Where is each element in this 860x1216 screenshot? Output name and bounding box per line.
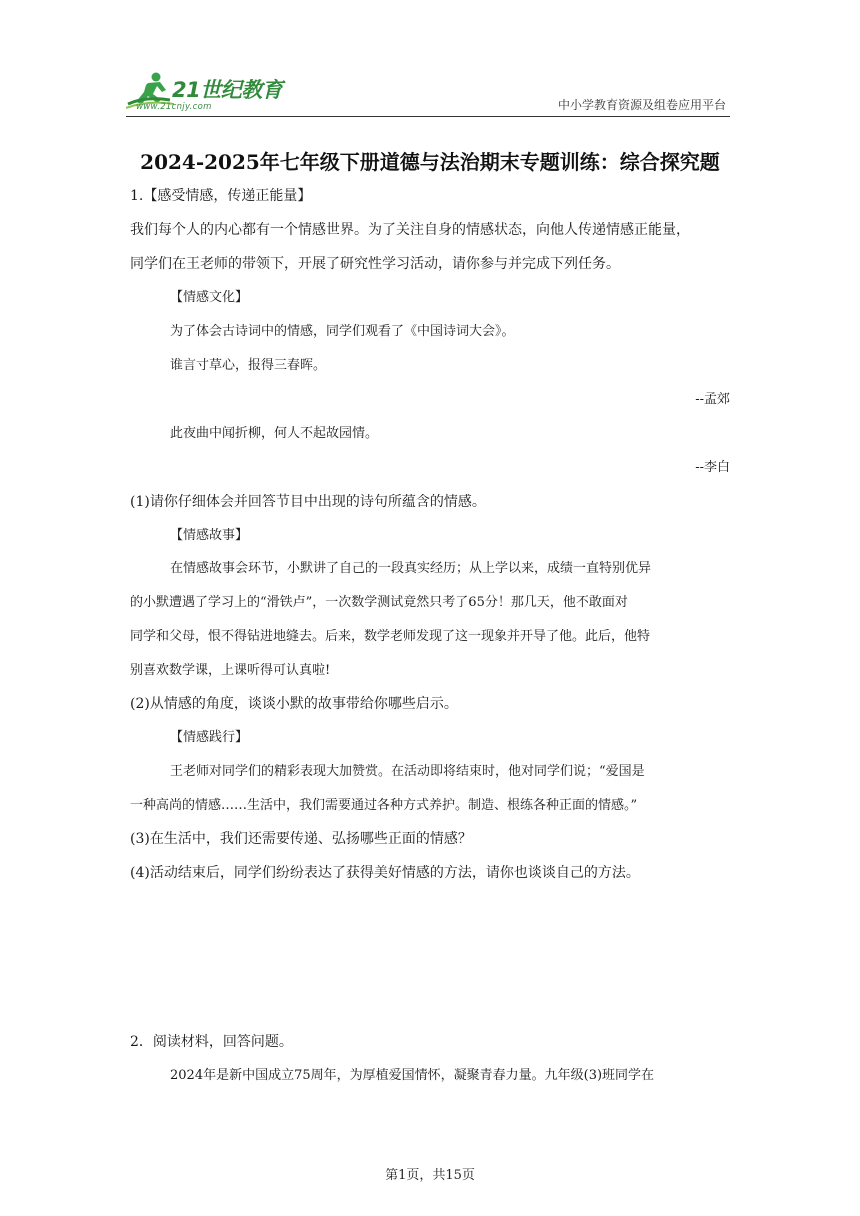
story-line-1: 在情感故事会环节，小默讲了自己的一段真实经历；从上学以来，成绩一直特别优异 bbox=[170, 561, 652, 576]
poem-author-1: --孟郊 bbox=[695, 392, 730, 407]
sub-question-1: (1)请你仔细体会并回答节目中出现的诗句所蕴含的情感。 bbox=[130, 494, 486, 510]
document-title: 2024-2025年七年级下册道德与法治期末专题训练：综合探究题 bbox=[140, 150, 720, 174]
sub-question-4: (4)活动结束后，同学们纷纷表达了获得美好情感的方法，请你也谈谈自己的方法。 bbox=[130, 865, 640, 881]
q2-text-line-1: 2024年是新中国成立75周年，为厚植爱国情怀，凝聚青春力量。九年级(3)班同学在 bbox=[170, 1068, 655, 1083]
poem-line-1: 谁言寸草心，报得三春晖。 bbox=[170, 358, 327, 373]
page-header bbox=[126, 64, 730, 116]
section-culture-text: 为了体会古诗词中的情感，同学们观看了《中国诗词大会》。 bbox=[170, 324, 515, 339]
section-title-story: 【情感故事】 bbox=[170, 528, 249, 543]
q1-intro-line-1: 我们每个人的内心都有一个情感世界。为了关注自身的情感状态，向他人传递情感正能量， bbox=[130, 222, 690, 238]
page-number: 第1页，共15页 bbox=[385, 1168, 475, 1183]
logo-text: 21世纪教育 bbox=[172, 78, 283, 102]
site-logo bbox=[126, 70, 296, 110]
practice-line-1: 王老师对同学们的精彩表现大加赞赏。在活动即将结束时，他对同学们说；“爱国是 bbox=[170, 764, 645, 779]
q2-heading: 2．阅读材料，回答问题。 bbox=[130, 1034, 293, 1050]
platform-name: 中小学教育资源及组卷应用平台 bbox=[557, 98, 726, 112]
section-title-practice: 【情感践行】 bbox=[170, 730, 249, 745]
q1-intro-line-2: 同学们在王老师的带领下，开展了研究性学习活动，请你参与并完成下列任务。 bbox=[130, 256, 620, 272]
sub-question-3: (3)在生活中，我们还需要传递、弘扬哪些正面的情感？ bbox=[130, 831, 472, 847]
story-line-2: 的小默遭遇了学习上的“滑铁卢”，一次数学测试竟然只考了65分！那几天，他不敢面对 bbox=[130, 595, 628, 610]
q1-heading: 1.【感受情感，传递正能量】 bbox=[130, 188, 312, 204]
header-divider bbox=[126, 116, 730, 117]
story-line-3: 同学和父母，恨不得钻进地缝去。后来，数学老师发现了这一现象并开导了他。此后，他特 bbox=[130, 629, 651, 644]
logo-url: www.21cnjy.com bbox=[136, 102, 212, 112]
poem-line-2: 此夜曲中闻折柳，何人不起故园情。 bbox=[170, 426, 379, 441]
poem-author-2: --李白 bbox=[695, 460, 730, 475]
section-title-culture: 【情感文化】 bbox=[170, 290, 249, 305]
story-line-4: 别喜欢数学课，上课听得可认真啦! bbox=[130, 663, 331, 678]
practice-line-2: 一种高尚的情感……生活中，我们需要通过各种方式养护。制造、根练各种正面的情感。” bbox=[130, 798, 638, 813]
sub-question-2: (2)从情感的角度，谈谈小默的故事带给你哪些启示。 bbox=[130, 696, 458, 712]
